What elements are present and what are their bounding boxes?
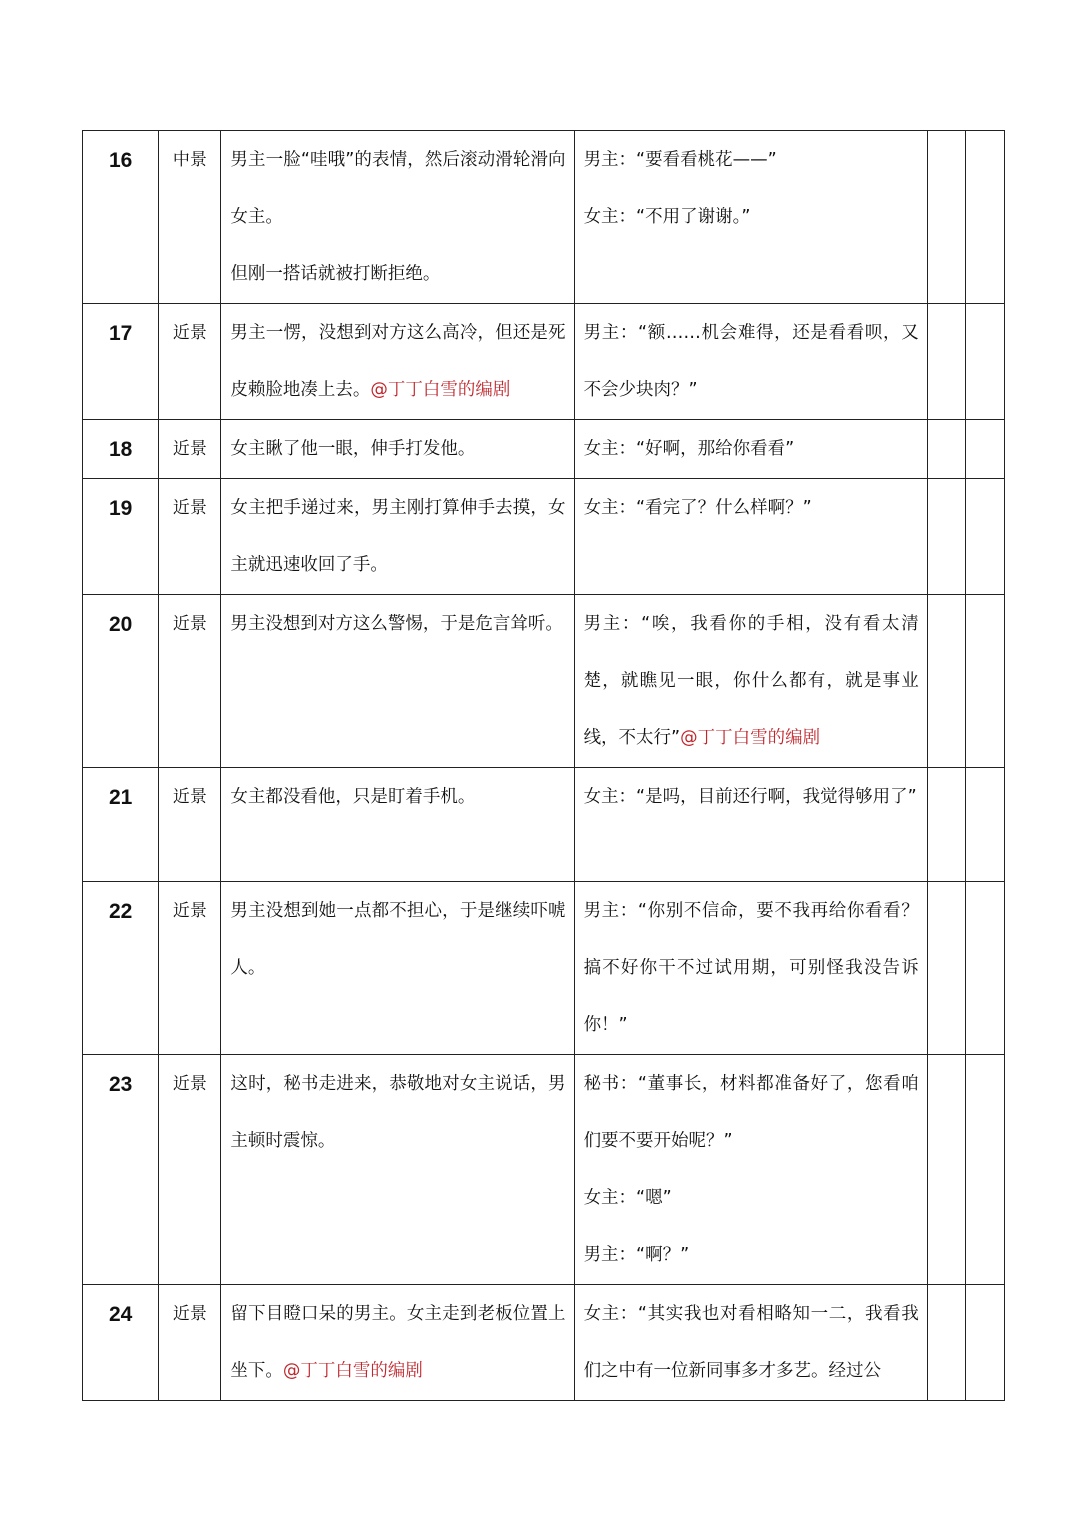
- dialog-line: [584, 132, 919, 189]
- shot-number: 19: [108, 497, 133, 520]
- shot-number: 21: [108, 786, 133, 809]
- dialog-text: 女主：“不用了谢谢。”: [583, 207, 751, 227]
- dialog-text: 女主：“好啊，那给你看看”: [583, 439, 795, 459]
- dialog-line: [584, 769, 919, 826]
- table-row: [83, 882, 1005, 1055]
- author-tag: @丁丁白雪的编剧: [370, 380, 511, 400]
- action-line: [230, 1286, 565, 1400]
- dialog-cell: [574, 420, 927, 479]
- table-row: [83, 595, 1005, 768]
- empty-cell: [965, 882, 1004, 1055]
- shot-type: 近景: [172, 1304, 207, 1324]
- empty-cell: [965, 479, 1004, 595]
- action-cell: [221, 882, 574, 1055]
- action-line: [230, 246, 565, 303]
- action-cell: [221, 595, 574, 768]
- dialog-text: 女主：“其实我也对看相略知一二，我看我们之中有一位新同事多才多艺。经过公: [583, 1304, 919, 1381]
- shot-type: 近景: [172, 787, 207, 807]
- table-row: [83, 479, 1005, 595]
- dialog-text: 男主：“啊？”: [583, 1245, 690, 1265]
- empty-cell: [965, 304, 1004, 420]
- table-row: [83, 1055, 1005, 1285]
- action-text: 留下目瞪口呆的男主。女主走到老板位置上坐下。: [230, 1304, 566, 1381]
- dialog-line: [584, 189, 919, 246]
- shot-type-cell: [159, 1285, 221, 1401]
- action-cell: [221, 420, 574, 479]
- dialog-line: [584, 883, 919, 1054]
- shot-number-cell: [83, 1055, 159, 1285]
- dialog-cell: [574, 595, 927, 768]
- dialog-cell: [574, 1285, 927, 1401]
- empty-cell: [965, 131, 1004, 304]
- shot-type-cell: [159, 304, 221, 420]
- shot-number: 17: [108, 322, 133, 345]
- table-row: [83, 131, 1005, 304]
- dialog-text: 女主：“看完了？什么样啊？”: [583, 498, 812, 518]
- shot-number: 18: [108, 438, 133, 461]
- shot-number-cell: [83, 595, 159, 768]
- shot-number: 22: [108, 900, 133, 923]
- shot-type-cell: [159, 1055, 221, 1285]
- action-line: [230, 596, 565, 653]
- shot-type-cell: [159, 882, 221, 1055]
- shot-number-cell: [83, 131, 159, 304]
- shot-type: 近景: [172, 439, 207, 459]
- dialog-line: [584, 1056, 919, 1170]
- action-line: [230, 769, 565, 826]
- shot-type-cell: [159, 420, 221, 479]
- dialog-cell: [574, 768, 927, 882]
- empty-cell: [927, 768, 965, 882]
- action-text: 女主都没看他，只是盯着手机。: [230, 787, 476, 807]
- shot-type: 近景: [172, 1074, 207, 1094]
- empty-cell: [965, 1285, 1004, 1401]
- empty-cell: [927, 595, 965, 768]
- author-tag: @丁丁白雪的编剧: [282, 1361, 423, 1381]
- action-line: [230, 421, 565, 478]
- action-line: [230, 132, 565, 246]
- empty-cell: [927, 131, 965, 304]
- action-line: [230, 480, 565, 594]
- empty-cell: [965, 768, 1004, 882]
- action-line: [230, 1056, 565, 1170]
- shot-number-cell: [83, 304, 159, 420]
- shot-type-cell: [159, 595, 221, 768]
- table-row: [83, 420, 1005, 479]
- dialog-line: [584, 305, 919, 419]
- table-row: [83, 768, 1005, 882]
- action-cell: [221, 1055, 574, 1285]
- action-text: 男主没想到她一点都不担心，于是继续吓唬人。: [230, 901, 566, 978]
- shot-type: 中景: [172, 150, 207, 170]
- shot-number: 24: [108, 1303, 133, 1326]
- action-text: 这时，秘书走进来，恭敬地对女主说话，男主顿时震惊。: [230, 1074, 566, 1151]
- action-text: 但刚一搭话就被打断拒绝。: [230, 264, 441, 284]
- action-cell: [221, 479, 574, 595]
- empty-cell: [965, 420, 1004, 479]
- dialog-text: 秘书：“董事长，材料都准备好了，您看咱们要不要开始呢？”: [583, 1074, 919, 1151]
- dialog-cell: [574, 882, 927, 1055]
- empty-cell: [927, 1285, 965, 1401]
- table-row: [83, 304, 1005, 420]
- dialog-line: [584, 1170, 919, 1227]
- shot-number-cell: [83, 768, 159, 882]
- dialog-text: 男主：“要看看桃花——”: [583, 150, 777, 170]
- action-line: [230, 883, 565, 997]
- dialog-line: [584, 1286, 919, 1400]
- dialog-cell: [574, 479, 927, 595]
- empty-cell: [965, 1055, 1004, 1285]
- action-text: 女主瞅了他一眼，伸手打发他。: [230, 439, 476, 459]
- shot-number-cell: [83, 1285, 159, 1401]
- action-text: 男主一脸“哇哦”的表情，然后滚动滑轮滑向女主。: [230, 150, 566, 227]
- action-cell: [221, 1285, 574, 1401]
- shot-number-cell: [83, 479, 159, 595]
- shot-type: 近景: [172, 614, 207, 634]
- dialog-text: 男主：“唉，我看你的手相，没有看太清楚，就瞧见一眼，你什么都有，就是事业线，不太行”: [583, 614, 919, 748]
- dialog-cell: [574, 304, 927, 420]
- shot-number: 16: [108, 149, 133, 172]
- shot-number: 23: [108, 1073, 133, 1096]
- action-line: [230, 305, 565, 419]
- action-cell: [221, 768, 574, 882]
- empty-cell: [965, 595, 1004, 768]
- shot-type-cell: [159, 479, 221, 595]
- script-table: [82, 130, 1005, 1401]
- shot-type-cell: [159, 131, 221, 304]
- action-cell: [221, 304, 574, 420]
- dialog-text: 女主：“是吗，目前还行啊，我觉得够用了”: [583, 787, 917, 807]
- action-text: 女主把手递过来，男主刚打算伸手去摸，女主就迅速收回了手。: [230, 498, 566, 575]
- dialog-text: 女主：“嗯”: [583, 1188, 672, 1208]
- action-text: 男主一愣，没想到对方这么高冷，但还是死皮赖脸地凑上去。: [230, 323, 566, 400]
- shot-type: 近景: [172, 323, 207, 343]
- dialog-cell: [574, 1055, 927, 1285]
- dialog-line: [584, 1227, 919, 1284]
- dialog-line: [584, 596, 919, 767]
- shot-type-cell: [159, 768, 221, 882]
- table-row: [83, 1285, 1005, 1401]
- shot-type: 近景: [172, 498, 207, 518]
- shot-number: 20: [108, 613, 133, 636]
- empty-cell: [927, 1055, 965, 1285]
- dialog-cell: [574, 131, 927, 304]
- shot-type: 近景: [172, 901, 207, 921]
- script-rows: [83, 131, 1005, 1401]
- empty-cell: [927, 479, 965, 595]
- shot-number-cell: [83, 420, 159, 479]
- empty-cell: [927, 420, 965, 479]
- author-tag: @丁丁白雪的编剧: [680, 728, 821, 748]
- empty-cell: [927, 882, 965, 1055]
- shot-number-cell: [83, 882, 159, 1055]
- action-cell: [221, 131, 574, 304]
- empty-cell: [927, 304, 965, 420]
- dialog-text: 男主：“额……机会难得，还是看看呗，又不会少块肉？”: [583, 323, 919, 400]
- action-text: 男主没想到对方这么警惕，于是危言耸听。: [230, 614, 563, 634]
- dialog-text: 男主：“你别不信命，要不我再给你看看？搞不好你干不过试用期，可别怪我没告诉你！”: [583, 901, 919, 1035]
- dialog-line: [584, 421, 919, 478]
- dialog-line: [584, 480, 919, 537]
